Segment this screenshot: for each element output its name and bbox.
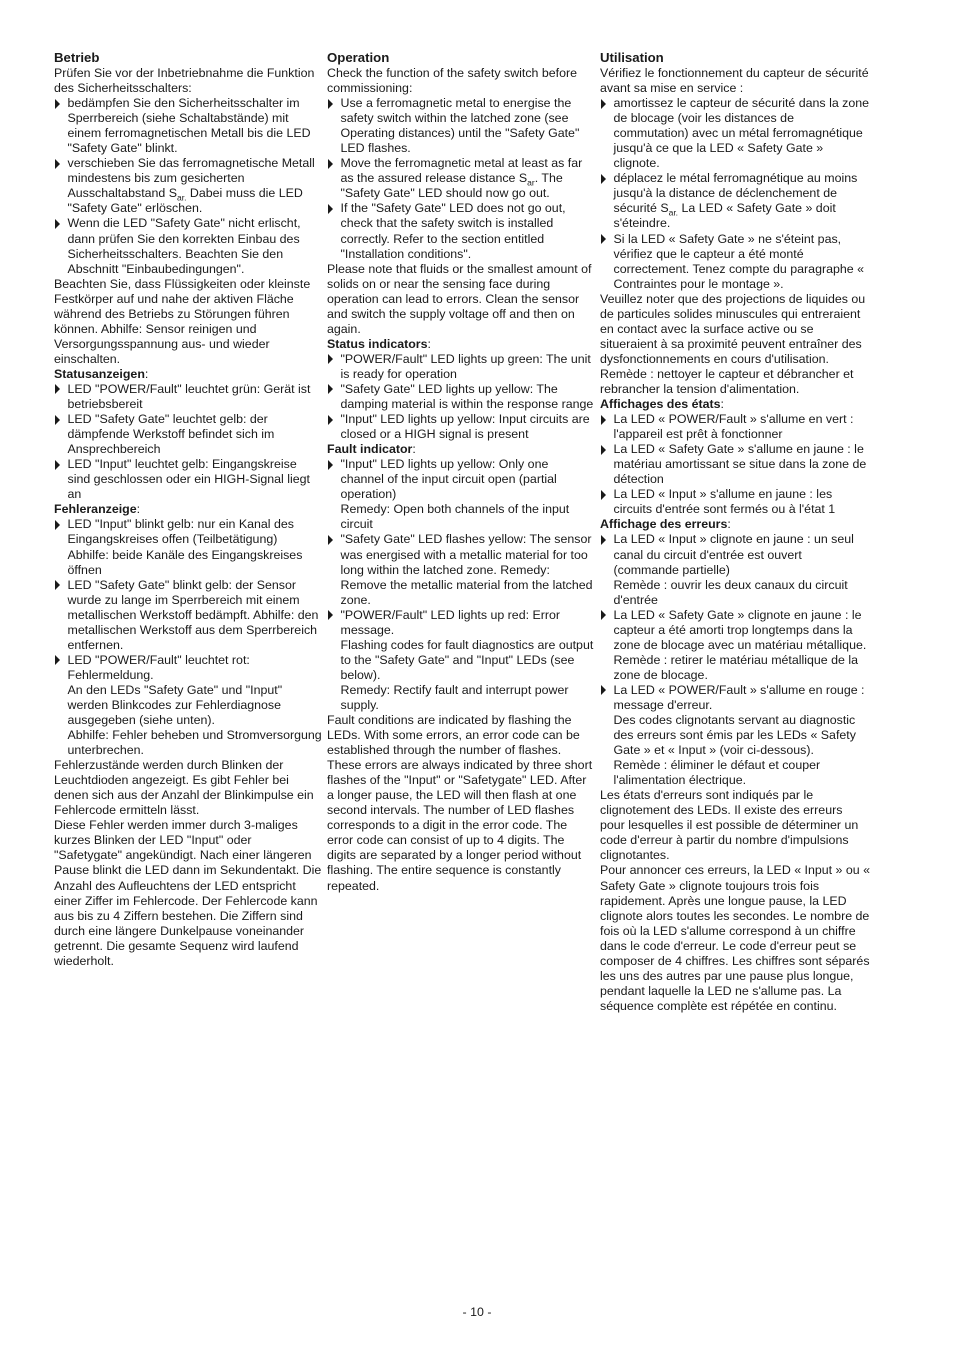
fault-item-text: "POWER/Fault" LED lights up red: Error message. <box>340 607 561 637</box>
fault-item-remedy: Remedy: Rectify fault and interrupt power supply. <box>340 682 569 712</box>
fault-item <box>600 532 870 607</box>
check-steps-list <box>600 96 870 292</box>
fault-item <box>327 532 595 607</box>
check-step <box>54 156 322 216</box>
flash-code-paragraph: Fault conditions are indicated by flashing the LEDs. With some errors, an error code can be established through the number of flashes. These errors are always indicated by three short flashes of the "Input" or "Safetygate" LED. After a longer pause, the LED will then flash at one second intervals. The number of LED flashes corresponds to a digit in the error code. The error code can consist of up to 4 digits. The digits are separated by a longer period without flashing. The entire sequence is constantly repeated. <box>327 713 593 893</box>
status-label-text: Status indicators <box>327 336 428 351</box>
fault-item-text: LED "Safety Gate" blinkt gelb: der Sensor wurde zu lange im Sperrbereich mit einem metallischen Werkstoff bedämpft. Abhilfe: den metallischen Werkstoff aus dem Sperrbereich entfernen. <box>67 577 319 652</box>
fault-item <box>600 683 870 788</box>
page-number: - 10 - <box>462 1305 492 1319</box>
section-heading: Betrieb <box>54 50 100 65</box>
status-item: LED "Input" leuchtet gelb: Eingangskreise sind geschlossen oder ein HIGH-Signal liegt an <box>54 457 322 502</box>
check-step: Wenn die LED "Safety Gate" nicht erlischt, dann prüfen Sie den korrekten Einbau des Sicherheitsschalters. Beachten Sie den Abschnitt "Einbaubedingungen". <box>54 216 322 276</box>
status-indicators-label: Affichages des états: <box>600 397 724 412</box>
step-text-tail: . The "Safety Gate" LED should now go out. <box>340 171 563 201</box>
fault-item-text: LED "Input" blinkt gelb: nur ein Kanal des Eingangskreises offen (Teilbetätigung) <box>67 517 294 547</box>
status-item: LED "Safety Gate" leuchtet gelb: der dämpfende Werkstoff befindet sich im Ansprechbereich <box>54 412 322 457</box>
flash-code-paragraph: Pour annoncer ces erreurs, la LED « Input » ou « Safety Gate » clignote toujours trois fois rapidement. Après une longue pause, la LED clignote alors toutes les secondes. Le nombre de fois où la LED s'allume correspond à un chiffre dans le code d'erreur. Le code d'erreur peut se composer de 4 chiffres. Les chiffres sont séparés les uns des autres par une pause plus longue, pendant laquelle la LED ne s'allume pas. La séquence complète est répétée en continu. <box>600 863 870 1013</box>
fault-item <box>327 457 595 532</box>
column-german <box>54 50 322 969</box>
fault-item-text: "Safety Gate" LED flashes yellow: The sensor was energised with a metallic material for too long within the latched zone. Remedy: Remove the metallic material from the latched zone. <box>340 532 593 607</box>
subscript: ar <box>527 177 535 188</box>
check-step: If the "Safety Gate" LED does not go out, check that the safety switch is installed correctly. Refer to the section entitled "Installation conditions". <box>327 201 595 261</box>
flash-code-paragraph: Diese Fehler werden immer durch 3-maliges kurzes Blinken der LED "Input" oder "Safetygate" angekündigt. Nach einer längeren Pause blinkt die LED dann im Sekundentakt. Die Anzahl des Aufleuchtens der LED entspricht einer Ziffer im Fehlercode. Der Fehlercode kann aus bis zu 4 Ziffern bestehen. Die Ziffern sind durch eine längere Dunkelpause voneinander getrennt. Die gesamte Sequenz wird laufend wiederholt. <box>54 818 322 968</box>
check-step: bedämpfen Sie den Sicherheitsschalter im Sperrbereich (siehe Schaltabstände) mit einem ferromagnetischen Metall bis die LED "Safety Gate" blinkt. <box>54 96 322 156</box>
status-item: La LED « POWER/Fault » s'allume en vert : l'appareil est prêt à fonctionner <box>600 412 870 442</box>
check-step: Si la LED « Safety Gate » ne s'éteint pas, vérifiez que le capteur a été monté correctement. Tenez compte du paragraphe « Contraintes pour le montage ». <box>600 232 870 292</box>
fault-indicator-label: Fault indicator: <box>327 442 416 457</box>
status-item: "POWER/Fault" LED lights up green: The unit is ready for operation <box>327 352 595 382</box>
status-item: LED "POWER/Fault" leuchtet grün: Gerät ist betriebsbereit <box>54 382 322 412</box>
fault-item <box>327 608 595 713</box>
check-step <box>327 156 595 201</box>
flash-code-paragraph: Fehlerzustände werden durch Blinken der Leuchtdioden angezeigt. Es gibt Fehler bei denen sich aus der Anzahl der Blinkimpulse ein Fehlercode ermitteln lässt. <box>54 758 314 818</box>
status-label-text: Statusanzeigen <box>54 366 145 381</box>
step-text: Move the ferromagnetic metal at least as far as the assured release distance S <box>340 156 583 186</box>
intro-text: Check the function of the safety switch before commissioning: <box>327 66 578 96</box>
fault-item <box>54 517 322 577</box>
fault-item-remedy: Abhilfe: Fehler beheben und Stromversorgung unterbrechen. <box>67 728 322 758</box>
status-indicators-list <box>54 382 322 502</box>
check-step: Use a ferromagnetic metal to energise the safety switch within the latched zone (see Operating distances) until the "Safety Gate" LED flashes. <box>327 96 595 156</box>
check-steps-list <box>327 96 595 262</box>
status-item: "Input" LED lights up yellow: Input circuits are closed or a HIGH signal is present <box>327 412 595 442</box>
column-french <box>600 50 870 1014</box>
fault-item-text: La LED « Safety Gate » clignote en jaune : le capteur a été amorti trop longtemps dans la zone de blocage avec un matériau métallique. Remède : retirer le matériau métallique de la zone de blocage. <box>613 607 867 682</box>
fault-item-remedy: Remède : éliminer le défaut et couper l'alimentation électrique. <box>613 758 821 788</box>
check-steps-list <box>54 96 322 277</box>
fault-item-text: La LED « Input » clignote en jaune : un seul canal du circuit d'entrée est ouvert (commande partielle) <box>613 532 854 577</box>
check-step <box>600 171 870 231</box>
status-item: "Safety Gate" LED lights up yellow: The damping material is within the response range <box>327 382 595 412</box>
status-indicators-label: Statusanzeigen: <box>54 366 149 381</box>
fault-item-remedy: Remède : ouvrir les deux canaux du circuit d'entrée <box>613 577 848 607</box>
fault-item-remedy: An den LEDs "Safety Gate" und "Input" werden Blinkcodes zur Fehlerdiagnose ausgegeben (siehe unten). <box>67 682 283 728</box>
status-indicators-list <box>600 412 870 517</box>
fault-item-remedy: Flashing codes for fault diagnostics are output to the "Safety Gate" and "Input" LEDs (see below). <box>340 637 594 682</box>
subscript: ar. <box>177 192 187 203</box>
intro-text: Prüfen Sie vor der Inbetriebnahme die Funktion des Sicherheitsschalters: <box>54 66 315 96</box>
fault-item <box>600 608 870 683</box>
step-text-tail: Dabei muss die LED "Safety Gate" erlöschen. <box>67 186 303 216</box>
fault-indicators-list <box>54 517 322 758</box>
fault-indicators-list <box>327 457 595 713</box>
cleaning-note: Please note that fluids or the smallest amount of solids on or near the sensing face during operation can lead to errors. Clean the sensor and switch the supply voltage off and then on again. <box>327 261 592 336</box>
cleaning-note: Veuillez noter que des projections de liquides ou de particules solides minuscules qui entreraient en contact avec la surface active ou se situeraient à sa proximité peuvent entraîner des dysfonctionnements en cours d'utilisation. Remède : nettoyer le capteur et débrancher et rebrancher la tension d'alimentation. <box>600 291 866 396</box>
step-text-tail: La LED « Safety Gate » doit s'éteindre. <box>613 201 836 231</box>
column-english <box>327 50 595 894</box>
fault-label-text: Fehleranzeige <box>54 502 137 517</box>
fault-indicator-label: Affichage des erreurs: <box>600 517 731 532</box>
step-text: déplacez le métal ferromagnétique au moins jusqu'à la distance de déclenchement de sécurité S <box>613 171 858 216</box>
fault-label-text: Affichage des erreurs <box>600 517 728 532</box>
status-label-text: Affichages des états <box>600 397 721 412</box>
fault-item-text: LED "POWER/Fault" leuchtet rot: Fehlermeldung. <box>67 652 250 682</box>
fault-indicators-list <box>600 532 870 788</box>
fault-item-text: La LED « POWER/Fault » s'allume en rouge : message d'erreur. <box>613 682 865 712</box>
fault-item-remedy: Abhilfe: beide Kanäle des Eingangskreises öffnen <box>67 547 303 577</box>
fault-item-remedy: Des codes clignotants servant au diagnostic des erreurs sont émis par les LEDs « Safety Gate » et « Input » (voir ci-dessous). <box>613 713 856 758</box>
fault-item <box>54 578 322 653</box>
intro-text: Vérifiez le fonctionnement du capteur de sécurité avant sa mise en service : <box>600 66 869 96</box>
fault-item <box>54 653 322 758</box>
fault-item-text: "Input" LED lights up yellow: Only one channel of the input circuit open (partial operation) <box>340 457 557 502</box>
status-indicators-label: Status indicators: <box>327 336 431 351</box>
step-text: verschieben Sie das ferromagnetische Metall mindestens bis zum gesicherten Ausschaltabstand S <box>67 156 315 201</box>
fault-item-remedy: Remedy: Open both channels of the input circuit <box>340 502 570 532</box>
fault-label-text: Fault indicator <box>327 442 413 457</box>
status-item: La LED « Input » s'allume en jaune : les circuits d'entrée sont fermés ou à l'état 1 <box>600 487 870 517</box>
section-heading: Operation <box>327 50 390 65</box>
fault-indicator-label: Fehleranzeige: <box>54 502 141 517</box>
check-step: amortissez le capteur de sécurité dans la zone de blocage (voir les distances de commutation) avec un métal ferromagnétique jusqu'à ce que la LED « Safety Gate » clignote. <box>600 96 870 171</box>
section-heading: Utilisation <box>600 50 664 65</box>
subscript: ar. <box>668 207 679 218</box>
cleaning-note: Beachten Sie, dass Flüssigkeiten oder kleinste Festkörper auf und nahe der aktiven Fläche während des Betriebs zu Störungen führen können. Abhilfe: Sensor reinigen und Versorgungsspannung aus- und wieder einschalten. <box>54 276 311 366</box>
flash-code-paragraph: Les états d'erreurs sont indiqués par le clignotement des LEDs. Il existe des erreurs pour lesquelles il est possible de déterminer un code d'erreur à partir du nombre d'impulsions clignotantes. <box>600 788 859 863</box>
status-indicators-list <box>327 352 595 442</box>
status-item: La LED « Safety Gate » s'allume en jaune : le matériau amortissant se situe dans la zone de détection <box>600 442 870 487</box>
